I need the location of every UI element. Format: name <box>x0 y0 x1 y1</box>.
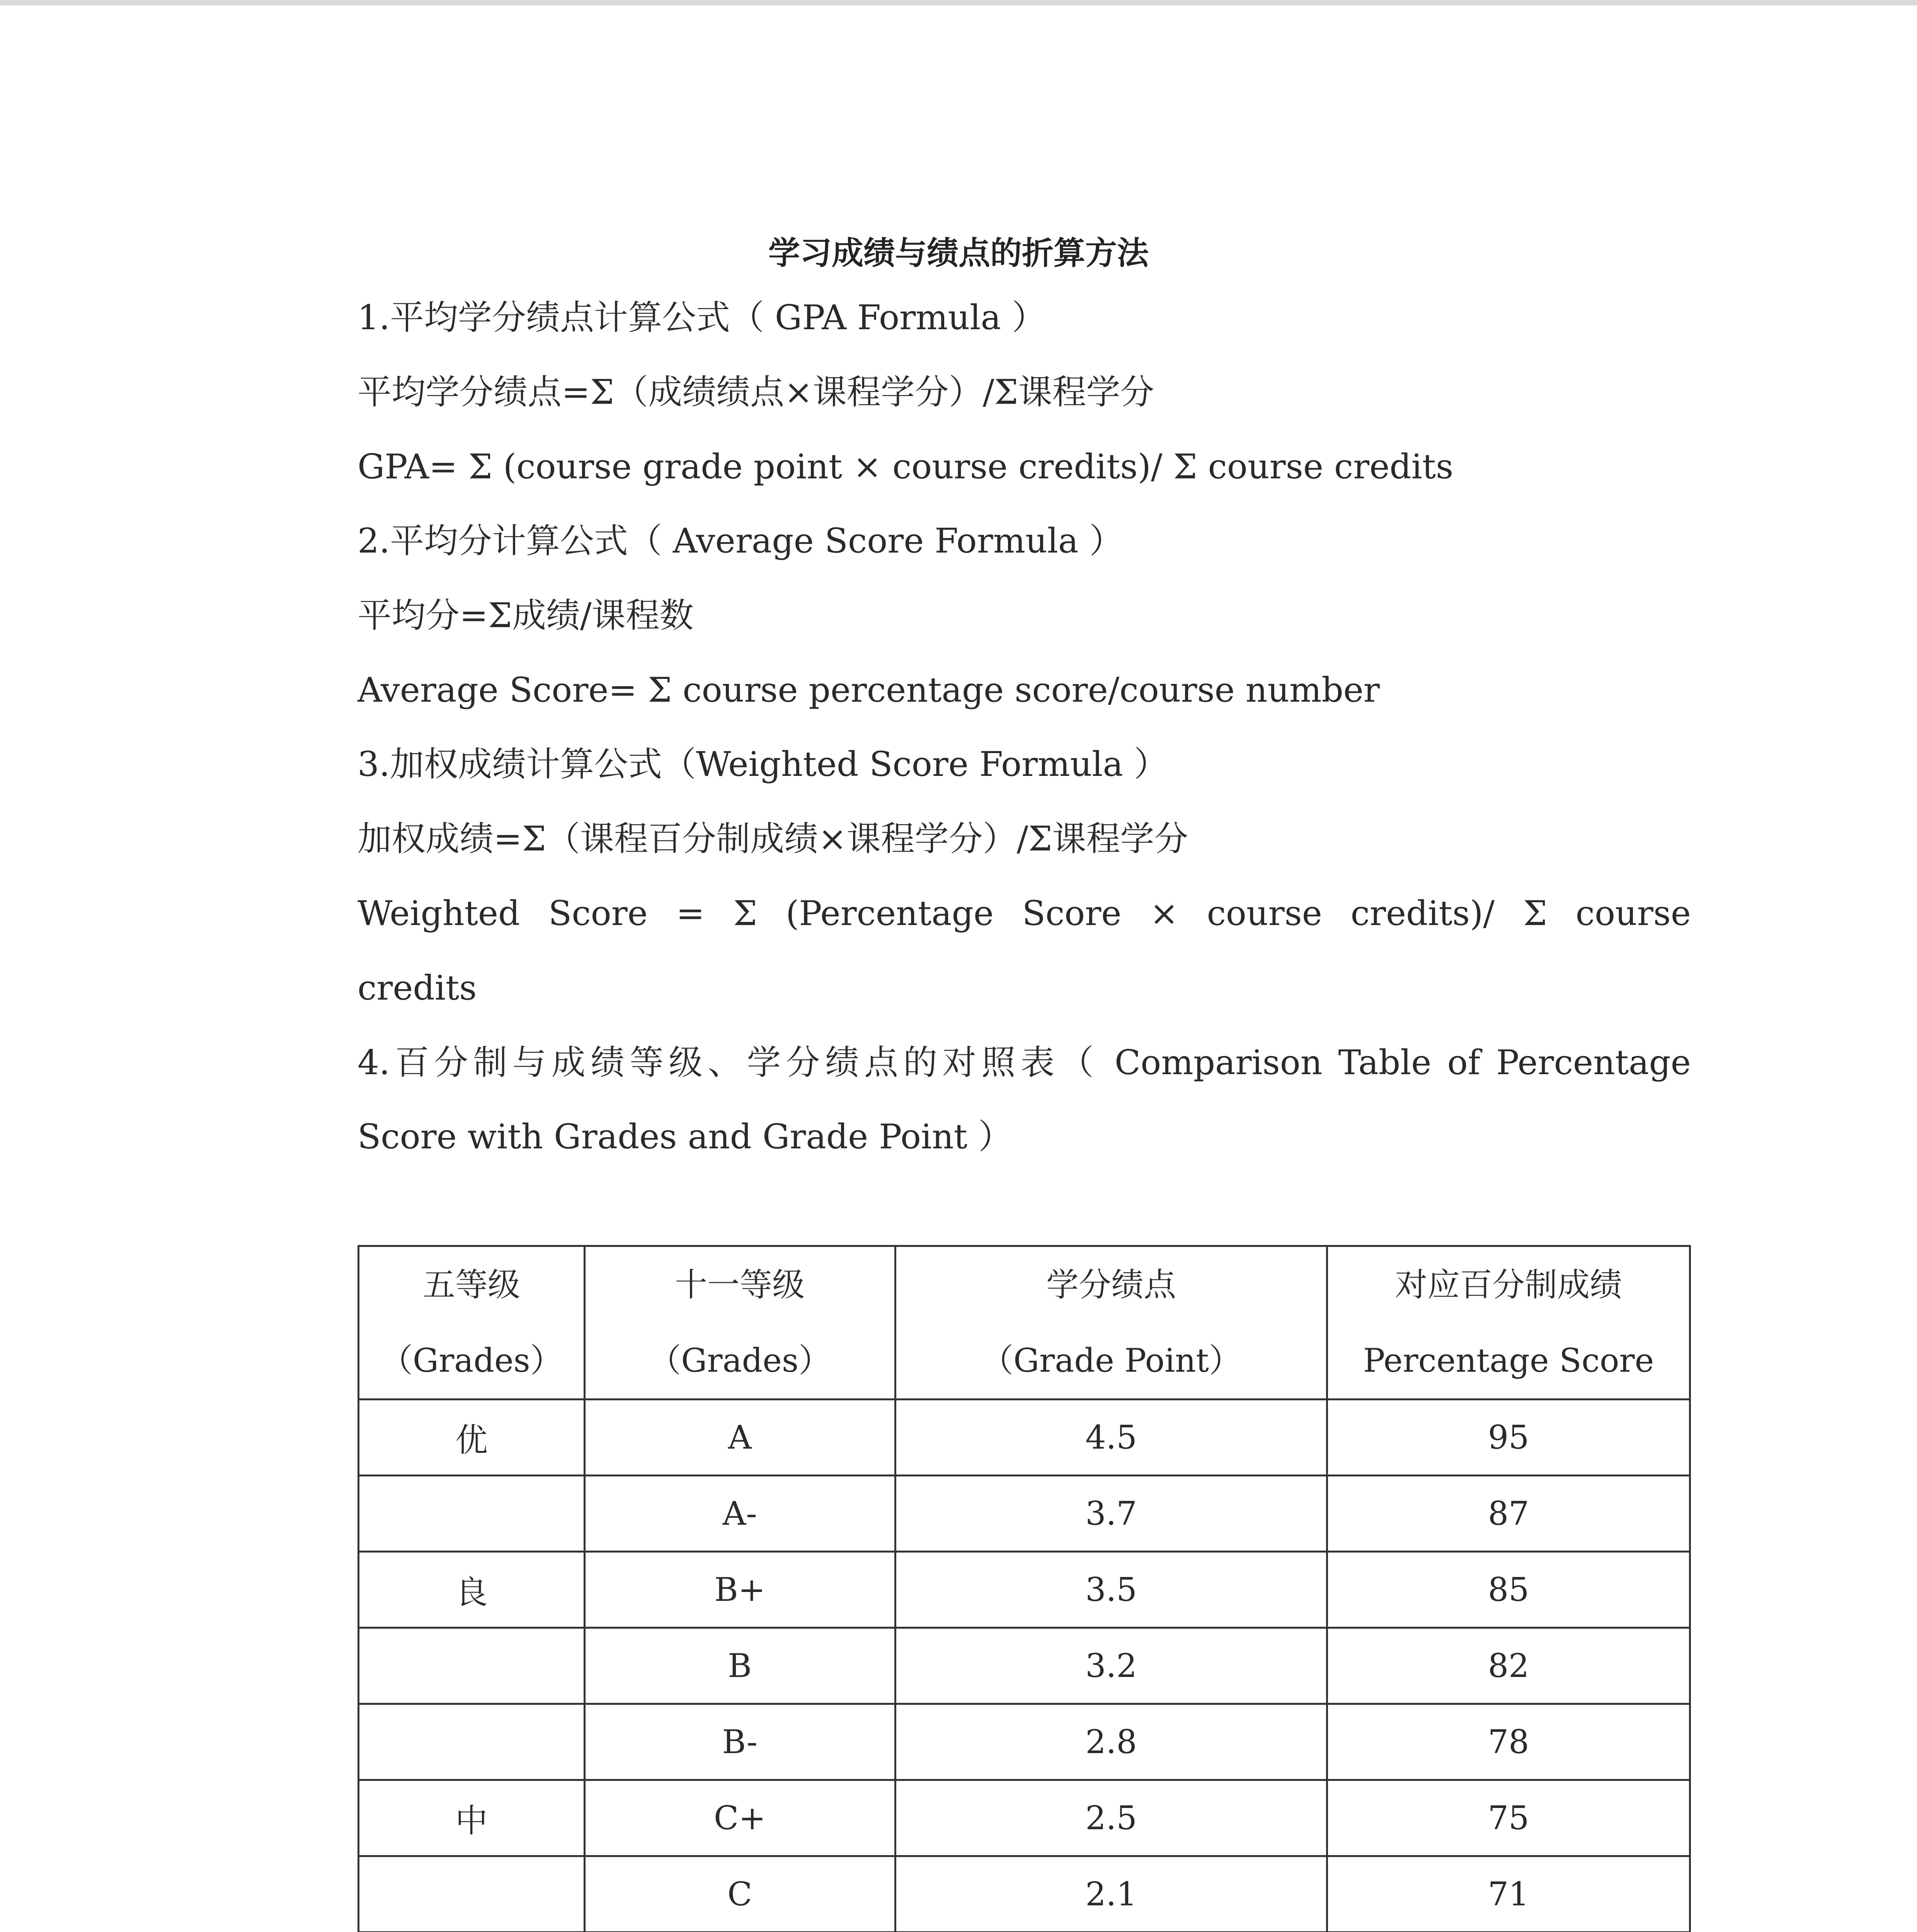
comparison-heading-word: Comparison <box>1114 1043 1323 1082</box>
header-five-level <box>359 1246 585 1400</box>
weighted-score-chinese: 加权成绩=Σ（课程百分制成绩×课程学分）/Σ课程学分 <box>358 819 1188 859</box>
eleven-level-cell: B- <box>584 1704 895 1780</box>
weighted-score-word: × <box>1150 893 1178 933</box>
comparison-table-heading-continued: Score with Grades and Grade Point ） <box>358 1117 1012 1156</box>
grade-point-cell: 2.8 <box>895 1704 1327 1780</box>
comparison-heading-word: Table <box>1338 1043 1432 1082</box>
table-row <box>359 1704 1690 1780</box>
weighted-score-word: Σ <box>1523 893 1548 933</box>
five-level-cell <box>359 1476 585 1552</box>
header-eleven-level <box>584 1246 895 1400</box>
comparison-heading-word: of <box>1447 1043 1481 1082</box>
grade-point-cell: 3.5 <box>895 1552 1327 1628</box>
percentage-score-cell: 87 <box>1327 1476 1690 1552</box>
table-row <box>359 1628 1690 1704</box>
weighted-score-word: (Percentage <box>785 893 994 933</box>
header-percentage-score <box>1327 1246 1690 1400</box>
percentage-score-cell: 78 <box>1327 1704 1690 1780</box>
five-level-cell: 优 <box>359 1400 585 1476</box>
header-cn: 十一等级 <box>675 1266 805 1304</box>
grade-comparison-table <box>358 1245 1691 1932</box>
average-score-english: Average Score= Σ course percentage score/course number <box>358 670 1380 710</box>
header-en: （Grades） <box>380 1342 563 1379</box>
weighted-score-word: Score <box>1022 893 1122 933</box>
five-level-cell <box>359 1628 585 1704</box>
weighted-score-word: Score <box>548 893 648 933</box>
five-level-cell: 中 <box>359 1780 585 1856</box>
header-cn: 学分绩点 <box>1046 1266 1176 1304</box>
weighted-score-word: course <box>1575 893 1691 933</box>
eleven-level-cell: A- <box>584 1476 895 1552</box>
eleven-level-cell: A <box>584 1400 895 1476</box>
header-grade-point <box>895 1246 1327 1400</box>
grade-point-cell: 2.1 <box>895 1856 1327 1932</box>
scan-top-edge <box>0 0 1917 5</box>
comparison-heading-word: 4.百分制与成绩等级、学分绩点的对照表（ <box>358 1043 1099 1082</box>
header-cn: 对应百分制成绩 <box>1395 1266 1622 1304</box>
five-level-cell <box>359 1856 585 1932</box>
table-row <box>359 1476 1690 1552</box>
weighted-score-english-continued: credits <box>358 968 477 1008</box>
five-level-cell: 良 <box>359 1552 585 1628</box>
weighted-score-word: Σ <box>733 893 758 933</box>
weighted-score-word: Weighted <box>358 893 520 933</box>
percentage-score-cell: 71 <box>1327 1856 1690 1932</box>
document-title: 学习成绩与绩点的折算方法 <box>768 235 1149 272</box>
weighted-score-word: course <box>1207 893 1322 933</box>
header-en: （Grade Point） <box>981 1342 1241 1379</box>
header-en: （Grades） <box>649 1342 831 1379</box>
grade-point-cell: 4.5 <box>895 1400 1327 1476</box>
header-cn: 五等级 <box>422 1266 520 1304</box>
average-score-chinese: 平均分=Σ成绩/课程数 <box>358 595 694 635</box>
grade-point-cell: 3.2 <box>895 1628 1327 1704</box>
gpa-formula-heading: 1.平均学分绩点计算公式（ GPA Formula ） <box>358 298 1046 337</box>
table-row <box>359 1552 1690 1628</box>
comparison-heading-word: Percentage <box>1496 1043 1691 1082</box>
eleven-level-cell: C+ <box>584 1780 895 1856</box>
eleven-level-cell: B+ <box>584 1552 895 1628</box>
percentage-score-cell: 85 <box>1327 1552 1690 1628</box>
weighted-score-heading: 3.加权成绩计算公式（Weighted Score Formula ） <box>358 744 1168 784</box>
weighted-score-english <box>358 890 1691 937</box>
grade-point-cell: 3.7 <box>895 1476 1327 1552</box>
comparison-table-heading <box>358 1039 1691 1086</box>
table-row <box>359 1780 1690 1856</box>
table-row <box>359 1400 1690 1476</box>
eleven-level-cell: C <box>584 1856 895 1932</box>
weighted-score-word: = <box>676 893 705 933</box>
table-row <box>359 1856 1690 1932</box>
gpa-formula-chinese: 平均学分绩点=Σ（成绩绩点×课程学分）/Σ课程学分 <box>358 372 1154 412</box>
gpa-formula-english: GPA= Σ (course grade point × course credits)/ Σ course credits <box>358 447 1454 486</box>
grade-point-cell: 2.5 <box>895 1780 1327 1856</box>
percentage-score-cell: 75 <box>1327 1780 1690 1856</box>
percentage-score-cell: 95 <box>1327 1400 1690 1476</box>
average-score-heading: 2.平均分计算公式（ Average Score Formula ） <box>358 521 1124 561</box>
percentage-score-cell: 82 <box>1327 1628 1690 1704</box>
five-level-cell <box>359 1704 585 1780</box>
header-en: Percentage Score <box>1363 1342 1654 1379</box>
weighted-score-word: credits)/ <box>1350 893 1495 933</box>
table-header-row <box>359 1246 1690 1400</box>
eleven-level-cell: B <box>584 1628 895 1704</box>
